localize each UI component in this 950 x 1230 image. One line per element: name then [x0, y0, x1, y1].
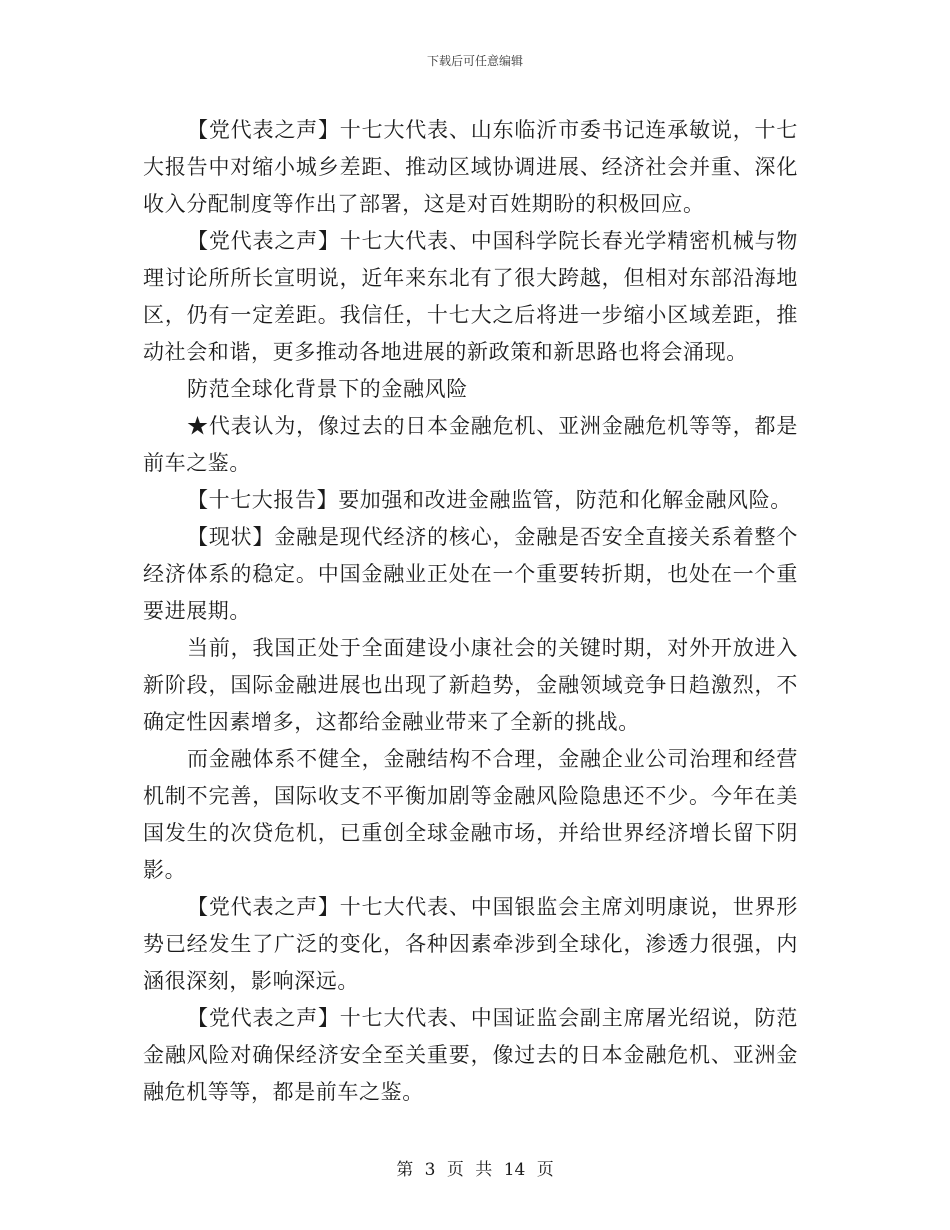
- paragraph-3: ★代表认为，像过去的日本金融危机、亚洲金融危机等等，都是前车之鉴。: [143, 414, 798, 475]
- paragraph-1: 【党代表之声】十七大代表、山东临沂市委书记连承敏说，十七大报告中对缩小城乡差距、推动区域协调进展、经济社会并重、深化收入分配制度等作出了部署，这是对百姓期盼的积极回应。: [143, 118, 798, 216]
- section-heading: 防范全球化背景下的金融风险: [187, 377, 468, 401]
- paragraph-4: 【十七大报告】要加强和改进金融监管，防范和化解金融风险。: [187, 488, 792, 512]
- paragraph-5: 【现状】金融是现代经济的核心，金融是否安全直接关系着整个经济体系的稳定。中国金融业正处在一个重要转折期，也处在一个重要进展期。: [143, 525, 798, 623]
- paragraph-9: 【党代表之声】十七大代表、中国证监会副主席屠光绍说，防范金融风险对确保经济安全至关重要，像过去的日本金融危机、亚洲金融危机等等，都是前车之鉴。: [143, 1006, 798, 1104]
- paragraph-7: 而金融体系不健全，金融结构不合理，金融企业公司治理和经营机制不完善，国际收支不平衡加剧等金融风险隐患还不少。今年在美国发生的次贷危机，已重创全球金融市场，并给世界经济增长留下阴影。: [143, 747, 798, 882]
- paragraph-2: 【党代表之声】十七大代表、中国科学院长春光学精密机械与物理讨论所所长宣明说，近年来东北有了很大跨越，但相对东部沿海地区，仍有一定差距。我信任，十七大之后将进一步缩小区域差距，推动社会和谐，更多推动各地进展的新政策和新思路也将会涌现。: [143, 229, 798, 364]
- paragraph-6: 当前，我国正处于全面建设小康社会的关键时期，对外开放进入新阶段，国际金融进展也出现了新趋势，金融领域竞争日趋激烈，不确定性因素增多，这都给金融业带来了全新的挑战。: [143, 636, 798, 734]
- page-header: 下载后可任意编辑: [426, 54, 523, 68]
- document-body: [143, 112, 798, 1111]
- page-number: 第 3 页 共 14 页: [396, 1160, 554, 1180]
- paragraph-8: 【党代表之声】十七大代表、中国银监会主席刘明康说，世界形势已经发生了广泛的变化，各种因素牵涉到全球化，渗透力很强，内涵很深刻，影响深远。: [143, 895, 798, 993]
